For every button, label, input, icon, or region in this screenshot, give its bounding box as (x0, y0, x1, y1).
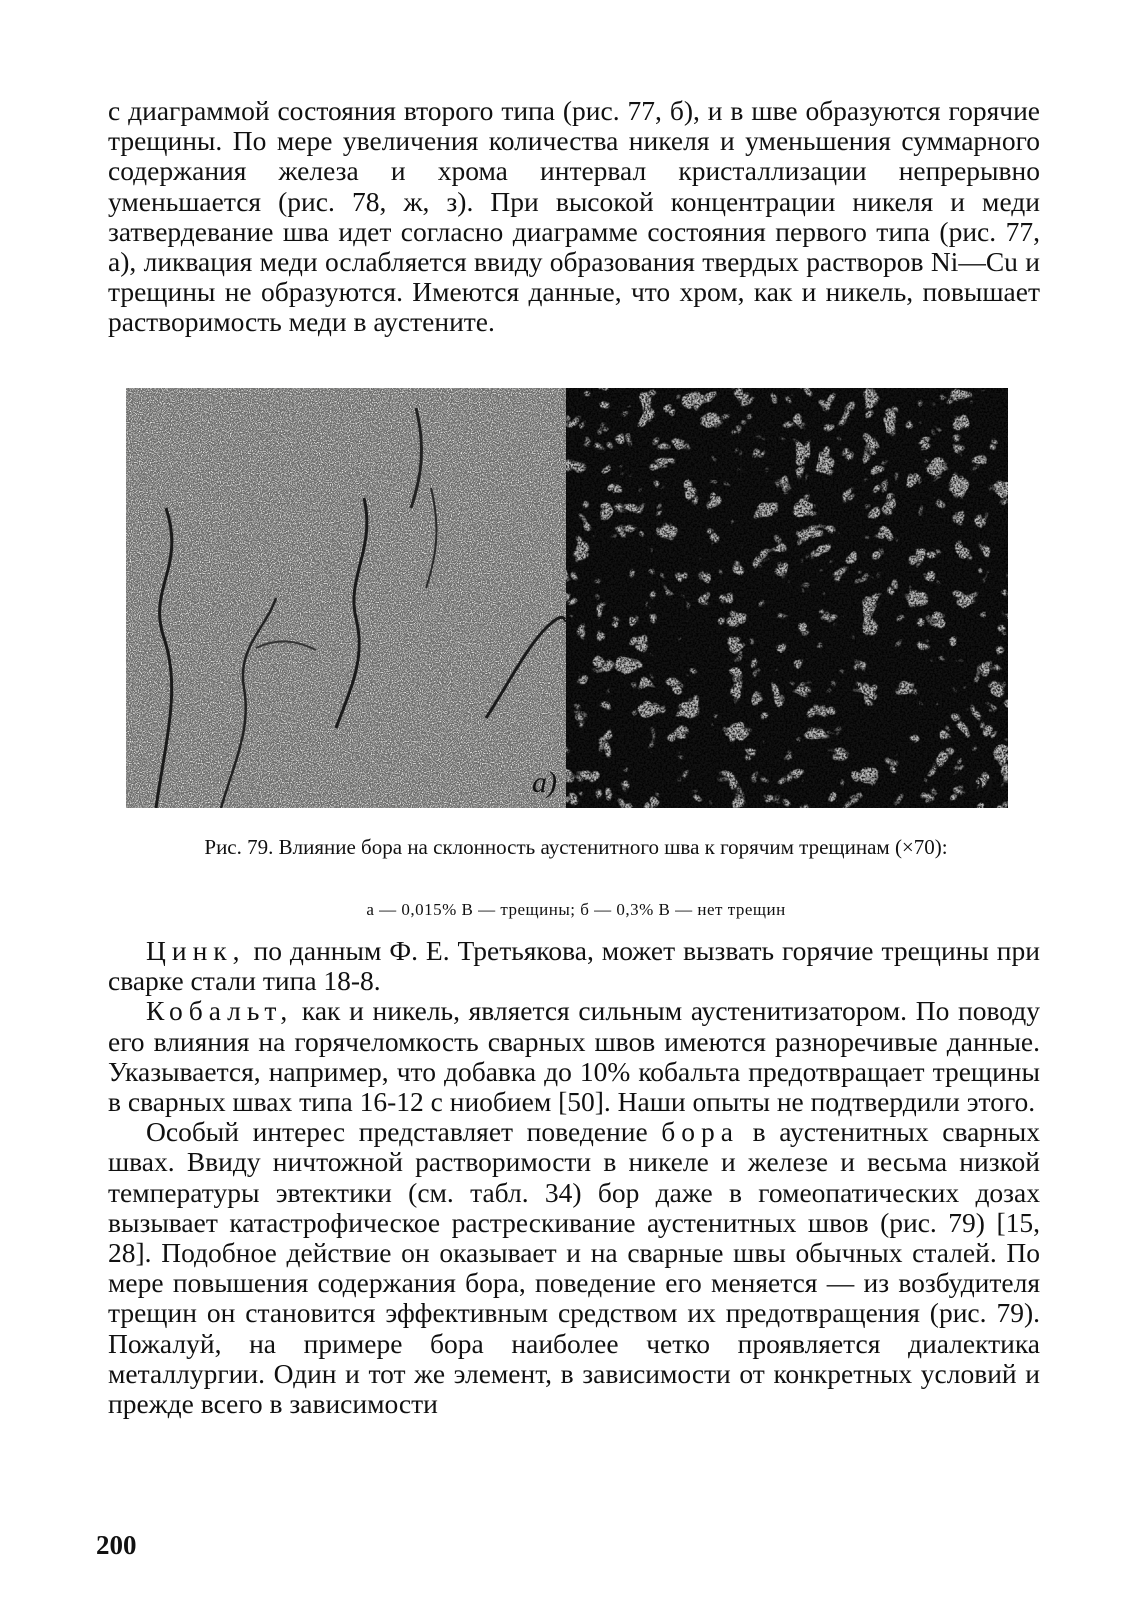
micrograph-figure-79 (126, 388, 1008, 808)
paragraph-cobalt-text: как и никель, является сильным аустенитизатором. По поводу его влияния на горячеломкость сварных швов имеются разноречивые данные. Указывается, например, что добавка до 10% кобальта предотвращает трещины в сварных швах типа 16-12 с ниобием [50]. Наши опыты не подтвердили этого. (108, 995, 1040, 1118)
paragraph-boron-before: Особый интерес представляет поведение (146, 1116, 662, 1148)
paragraph-zinc (108, 936, 1040, 996)
panel-a-micrograph (126, 388, 566, 808)
paragraph-top-text: с диаграммой состояния второго типа (рис. 77, б), и в шве образуются горячие трещины. По мере увеличения количества никеля и уменьшения суммарного содержания железа и хрома интервал кристаллизации непрерывно уменьшается (рис. 78, ж, з). При высокой концентрации никеля и меди затвердевание шва идет согласно диаграмме состояния первого типа (рис. 77, а), ликвация меди ослабляется ввиду образования твердых растворов Ni—Cu и трещины не образуются. Имеются данные, что хром, как и никель, повышает растворимость меди в аустените. (108, 95, 1040, 338)
term-boron: бора (661, 1116, 739, 1148)
panel-b-micrograph (566, 388, 1008, 808)
term-cobalt: Кобальт, (146, 995, 294, 1027)
term-zinc: Цинк, (146, 935, 246, 966)
figure-caption-legend: а — 0,015% В — трещины; б — 0,3% В — нет трещин (366, 900, 786, 919)
figure-caption-title: Рис. 79. Влияние бора на склонность аустенитного шва к горячим трещинам (×70): (204, 835, 948, 859)
paragraph-boron (108, 1117, 1040, 1419)
panel-b-label: б) (968, 766, 994, 799)
micrograph-image (126, 388, 1008, 808)
paragraph-cobalt (108, 996, 1040, 1117)
page-number: 200 (96, 1530, 137, 1560)
paragraph-zinc-text: по данным Ф. Е. Третьякова, может вызвать горячие трещины при сварке стали типа 18-8. (108, 935, 1040, 997)
body-text (108, 936, 1040, 1419)
paragraph-boron-after: в аустенитных сварных швах. Ввиду ничтожной растворимости в никеле и железе и весьма низкой температуры эвтектики (см. табл. 34) бор даже в гомеопатических дозах вызывает катастрофическое растрескивание аустенитных швов (рис. 79) [15, 28]. Подобное действие он оказывает и на сварные швы обычных сталей. По мере повышения содержания бора, поведение его меняется — из возбудителя трещин он становится эффективным средством их предотвращения (рис. 79). Пожалуй, на примере бора наиболее четко проявляется диалектика металлургии. Один и тот же элемент, в зависимости от конкретных условий и прежде всего в зависимости (108, 1116, 1040, 1420)
paragraph-top (108, 96, 1040, 338)
panel-a-label: а) (532, 766, 557, 799)
